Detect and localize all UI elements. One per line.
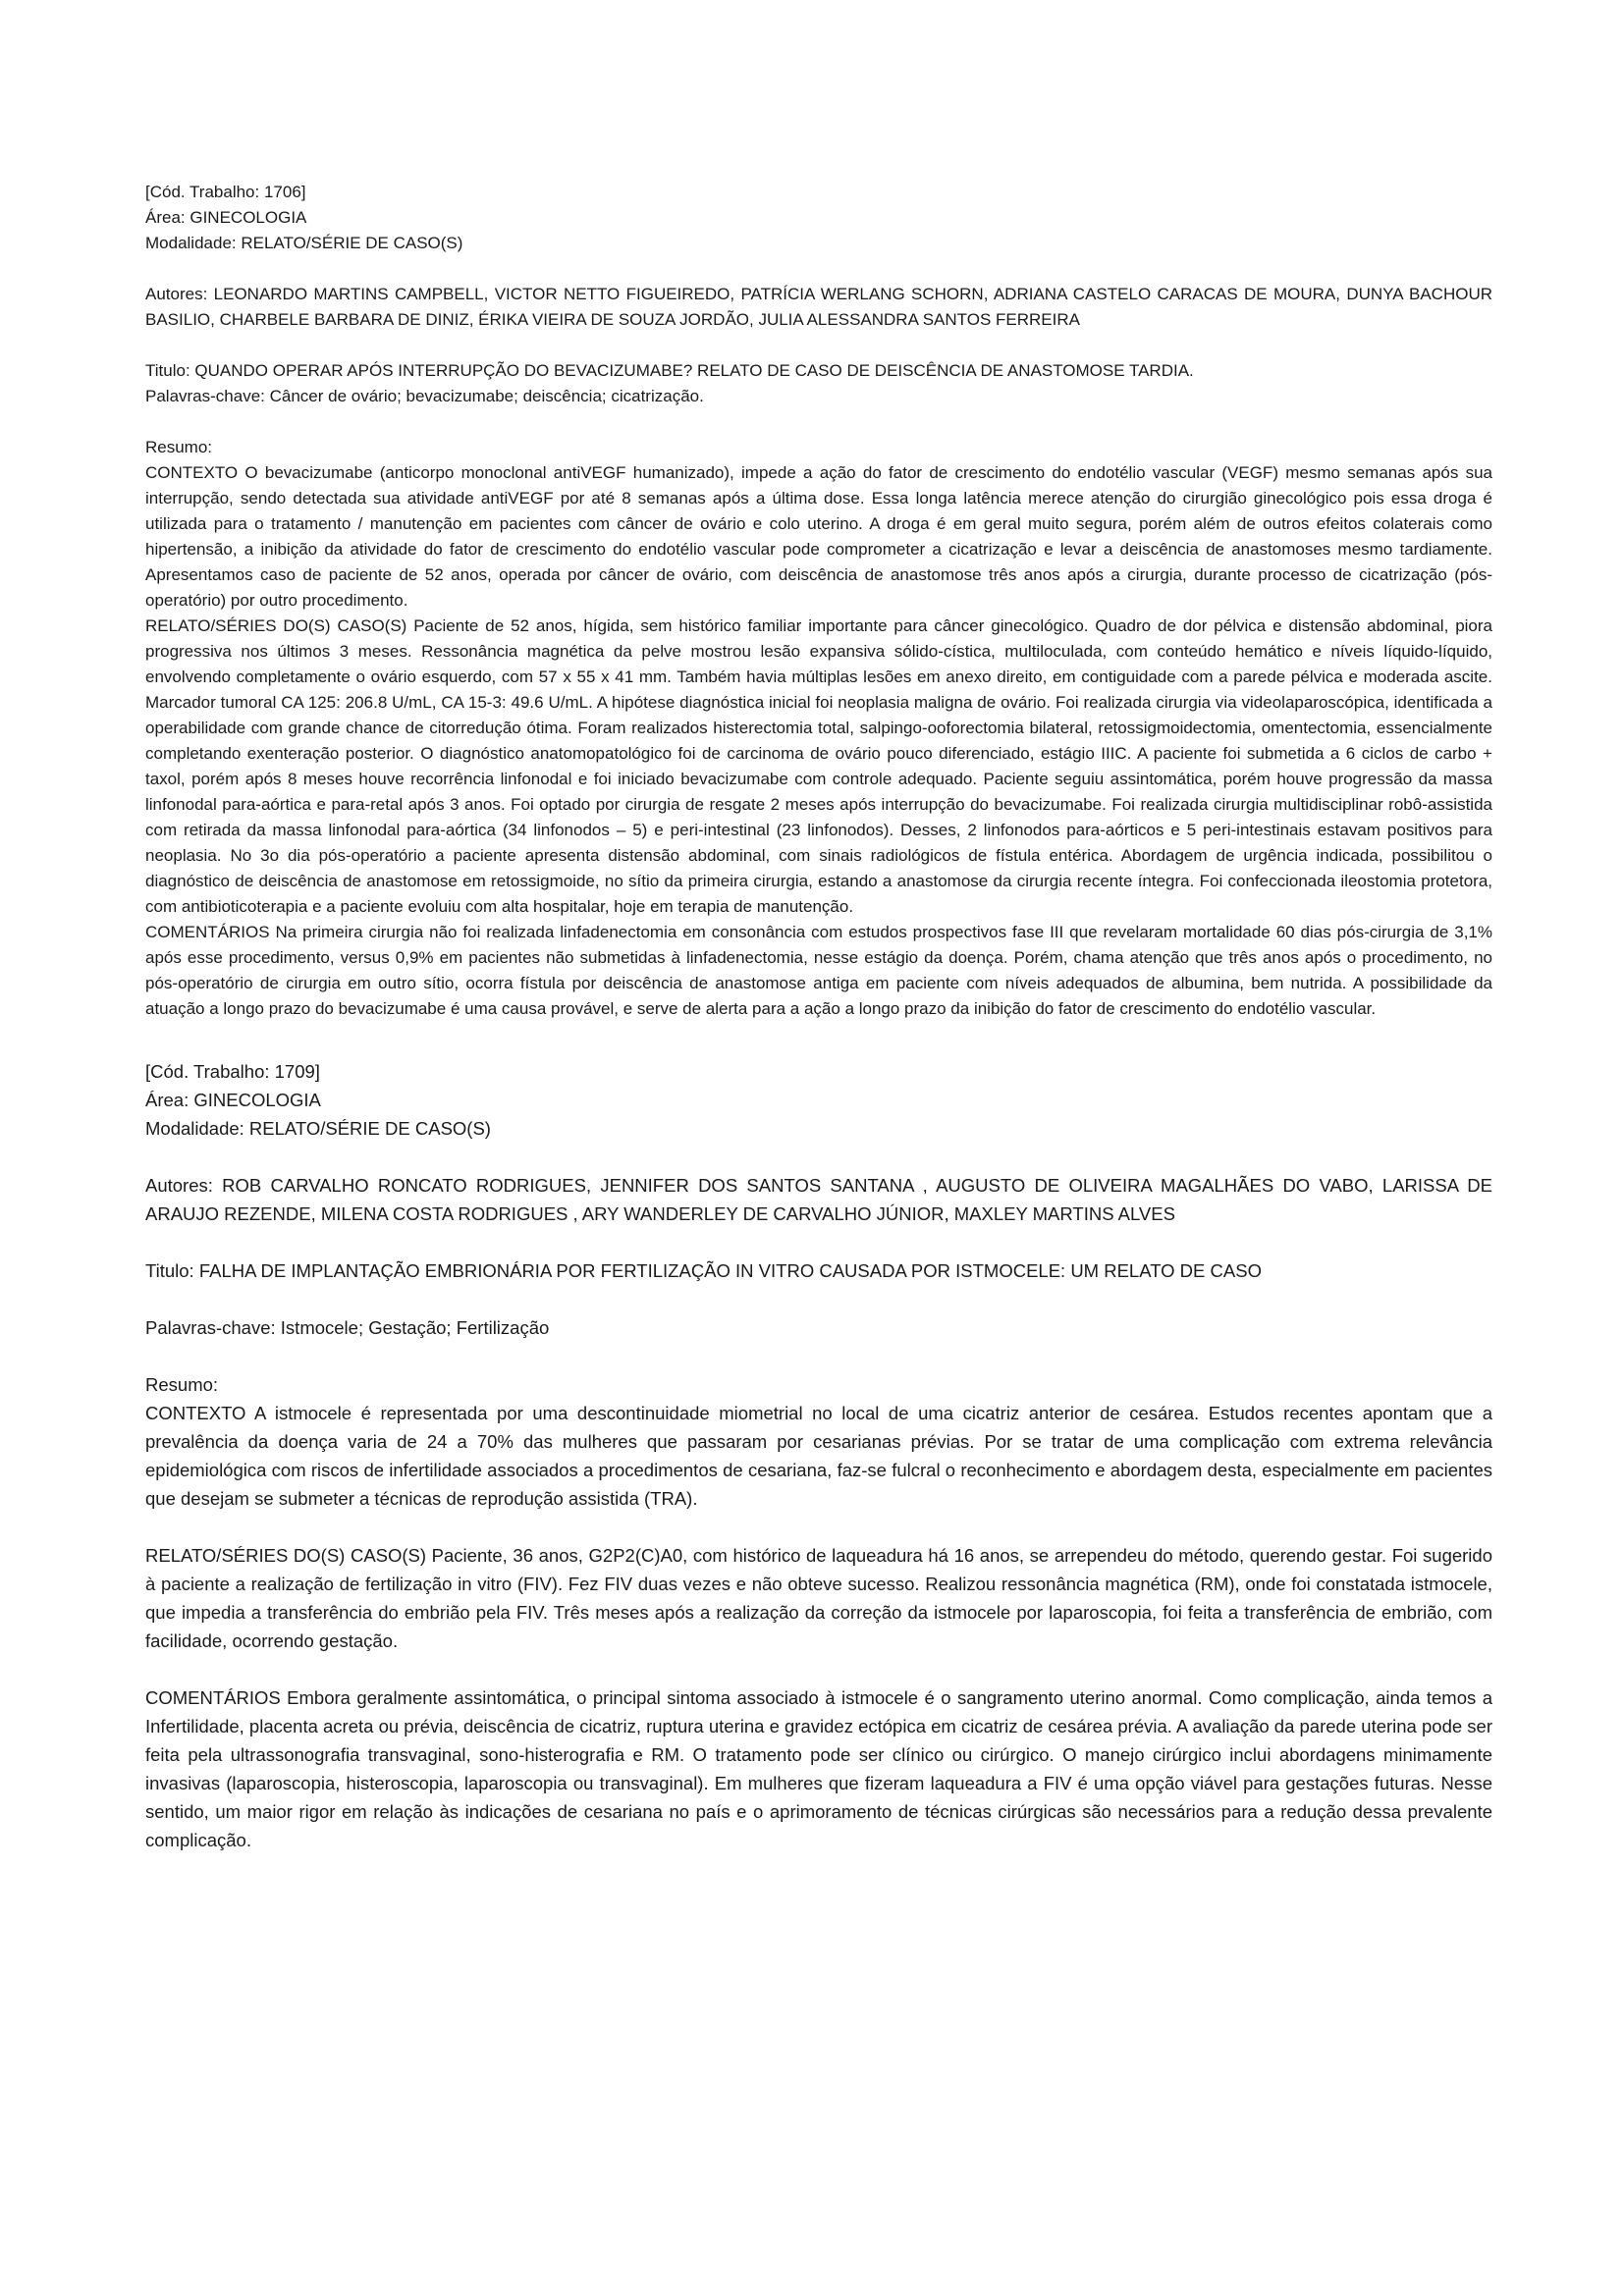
authors: Autores: LEONARDO MARTINS CAMPBELL, VICTOR NETTO FIGUEIREDO, PATRÍCIA WERLANG SCHORN, ADRIANA CASTELO CARACAS DE MOURA, DUNYA BACHOUR BASILIO, CHARBELE BARBARA DE DINIZ, ÉRIKA VIEIRA DE SOUZA JORDÃO, JULIA ALESSANDRA SANTOS FERREIRA <box>145 285 1492 329</box>
abstract-title: Titulo: FALHA DE IMPLANTAÇÃO EMBRIONÁRIA POR FERTILIZAÇÃO IN VITRO CAUSADA POR ISTMOCELE: UM RELATO DE CASO <box>145 1260 1262 1281</box>
report-paragraph: RELATO/SÉRIES DO(S) CASO(S) Paciente, 36 anos, G2P2(C)A0, com histórico de laqueadura há 16 anos, se arrependeu do método, querendo gestar. Foi sugerido à paciente a realização de fertilização in vitro (FIV). Fez FIV duas vezes e não obteve sucesso. Realizou ressonância magnética (RM), onde foi constatada istmocele, que impedia a transferência do embrião pela FIV. Três meses após a realização da correção da istmocele por laparoscopia, foi feita a transferência de embrião, com facilidade, ocorrendo gestação. <box>145 1545 1492 1651</box>
keywords: Palavras-chave: Câncer de ovário; bevacizumabe; deiscência; cicatrização. <box>145 387 704 405</box>
area: Área: GINECOLOGIA <box>145 1090 321 1110</box>
context-paragraph: CONTEXTO O bevacizumabe (anticorpo monoclonal antiVEGF humanizado), impede a ação do fator de crescimento do endotélio vascular (VEGF) mesmo semanas após sua interrupção, sendo detectada sua atividade antiVEGF por até 8 semanas após a última dose. Essa longa latência merece atenção do cirurgião ginecológico pois essa droga é utilizada para o tratamento / manutenção em pacientes com câncer de ovário e colo uterino. A droga é em geral muito segura, porém além de outros efeitos colaterais como hipertensão, a inibição da atividade do fator de crescimento do endotélio vascular pode comprometer a cicatrização e levar a deiscência de anastomoses mesmo tardiamente. Apresentamos caso de paciente de 52 anos, operada por câncer de ovário, com deiscência de anastomose três anos após a cirurgia, durante processo de cicatrização (pós-operatório) por outro procedimento. <box>145 463 1492 610</box>
abstract-entry-1709 <box>145 1057 1492 1854</box>
summary-label: Resumo: <box>145 1374 219 1395</box>
abstract-title: Titulo: QUANDO OPERAR APÓS INTERRUPÇÃO DO BEVACIZUMABE? RELATO DE CASO DE DEISCÊNCIA DE ANASTOMOSE TARDIA. <box>145 361 1194 380</box>
keywords: Palavras-chave: Istmocele; Gestação; Fertilização <box>145 1317 550 1338</box>
comments-paragraph: COMENTÁRIOS Embora geralmente assintomática, o principal sintoma associado à istmocele é o sangramento uterino anormal. Como complicação, ainda temos a Infertilidade, placenta acreta ou prévia, deiscência de cicatriz, ruptura uterina e gravidez ectópica em cicatriz de cesárea prévia. A avaliação da parede uterina pode ser feita pela ultrassonografia transvaginal, sono-histerografia e RM. O tratamento pode ser clínico ou cirúrgico. O manejo cirúrgico inclui abordagens minimamente invasivas (laparoscopia, histeroscopia, laparoscopia ou transvaginal). Em mulheres que fizeram laqueadura a FIV é uma opção viável para gestações futuras. Nesse sentido, um maior rigor em relação às indicações de cesariana no país e o aprimoramento de técnicas cirúrgicas são necessários para a redução dessa prevalente complicação. <box>145 1687 1492 1850</box>
work-code: [Cód. Trabalho: 1706] <box>145 183 306 201</box>
report-paragraph: RELATO/SÉRIES DO(S) CASO(S) Paciente de 52 anos, hígida, sem histórico familiar importante para câncer ginecológico. Quadro de dor pélvica e distensão abdominal, piora progressiva nos últimos 3 meses. Ressonância magnética da pelve mostrou lesão expansiva sólido-cística, multiloculada, com conteúdo hemático e níveis líquido-líquido, envolvendo completamente o ovário esquerdo, com 57 x 55 x 41 mm. Também havia múltiplas lesões em anexo direito, em contiguidade com a parede pélvica e moderada ascite. Marcador tumoral CA 125: 206.8 U/mL, CA 15-3: 49.6 U/mL. A hipótese diagnóstica inicial foi neoplasia maligna de ovário. Foi realizada cirurgia via videolaparoscópica, identificada a operabilidade com grande chance de citorredução ótima. Foram realizados histerectomia total, salpingo-ooforectomia bilateral, retossigmoidectomia, omentectomia, essencialmente completando exenteração posterior. O diagnóstico anatomopatológico foi de carcinoma de ovário pouco diferenciado, estágio IIIC. A paciente foi submetida a 6 ciclos de carbo + taxol, porém após 8 meses houve recorrência linfonodal e foi iniciado bevacizumabe com controle adequado. Paciente seguiu assintomática, porém houve progressão da massa linfonodal para-aórtica e para-retal após 3 anos. Foi optado por cirurgia de resgate 2 meses após interrupção do bevacizumabe. Foi realizada cirurgia multidisciplinar robô-assistida com retirada da massa linfonodal para-aórtica (34 linfonodos – 5) e peri-intestinal (23 linfonodos). Desses, 2 linfonodos para-aórticos e 5 peri-intestinais estavam positivos para neoplasia. No 3o dia pós-operatório a paciente apresenta distensão abdominal, com sinais radiológicos de fístula entérica. Abordagem de urgência indicada, possibilitou o diagnóstico de deiscência de anastomose em retossigmoide, no sítio da primeira cirurgia, estando a anastomose da cirurgia recente íntegra. Foi confeccionada ileostomia protetora, com antibioticoterapia e a paciente evoluiu com alta hospitalar, hoje em terapia de manutenção. <box>145 616 1492 916</box>
comments-paragraph: COMENTÁRIOS Na primeira cirurgia não foi realizada linfadenectomia em consonância com estudos prospectivos fase III que revelaram mortalidade 60 dias pós-cirurgia de 3,1% após esse procedimento, versus 0,9% em pacientes não submetidas à linfadenectomia, nesse estágio da doença. Porém, chama atenção que três anos após o procedimento, no pós-operatório de cirurgia em outro sítio, ocorra fístula por deiscência de anastomose antiga em paciente com níveis adequados de albumina, bem nutrida. A possibilidade da atuação a longo prazo do bevacizumabe é uma causa provável, e serve de alerta para a ação a longo prazo da inibição do fator de crescimento do endotélio vascular. <box>145 923 1492 1018</box>
modality: Modalidade: RELATO/SÉRIE DE CASO(S) <box>145 1118 491 1139</box>
abstract-entry-1706 <box>145 180 1492 1022</box>
summary-label: Resumo: <box>145 438 213 456</box>
authors: Autores: ROB CARVALHO RONCATO RODRIGUES, JENNIFER DOS SANTOS SANTANA , AUGUSTO DE OLIVEIRA MAGALHÃES DO VABO, LARISSA DE ARAUJO REZENDE, MILENA COSTA RODRIGUES , ARY WANDERLEY DE CARVALHO JÚNIOR, MAXLEY MARTINS ALVES <box>145 1175 1492 1224</box>
document-page <box>145 180 1492 1854</box>
work-code: [Cód. Trabalho: 1709] <box>145 1061 320 1082</box>
modality: Modalidade: RELATO/SÉRIE DE CASO(S) <box>145 234 463 252</box>
context-paragraph: CONTEXTO A istmocele é representada por uma descontinuidade miometrial no local de uma cicatriz anterior de cesárea. Estudos recentes apontam que a prevalência da doença varia de 24 a 70% das mulheres que passaram por cesarianas prévias. Por se tratar de uma complicação com extrema relevância epidemiológica com riscos de infertilidade associados a procedimentos de cesariana, faz-se fulcral o reconhecimento e abordagem desta, especialmente em pacientes que desejam se submeter a técnicas de reprodução assistida (TRA). <box>145 1403 1492 1509</box>
area: Área: GINECOLOGIA <box>145 208 307 227</box>
